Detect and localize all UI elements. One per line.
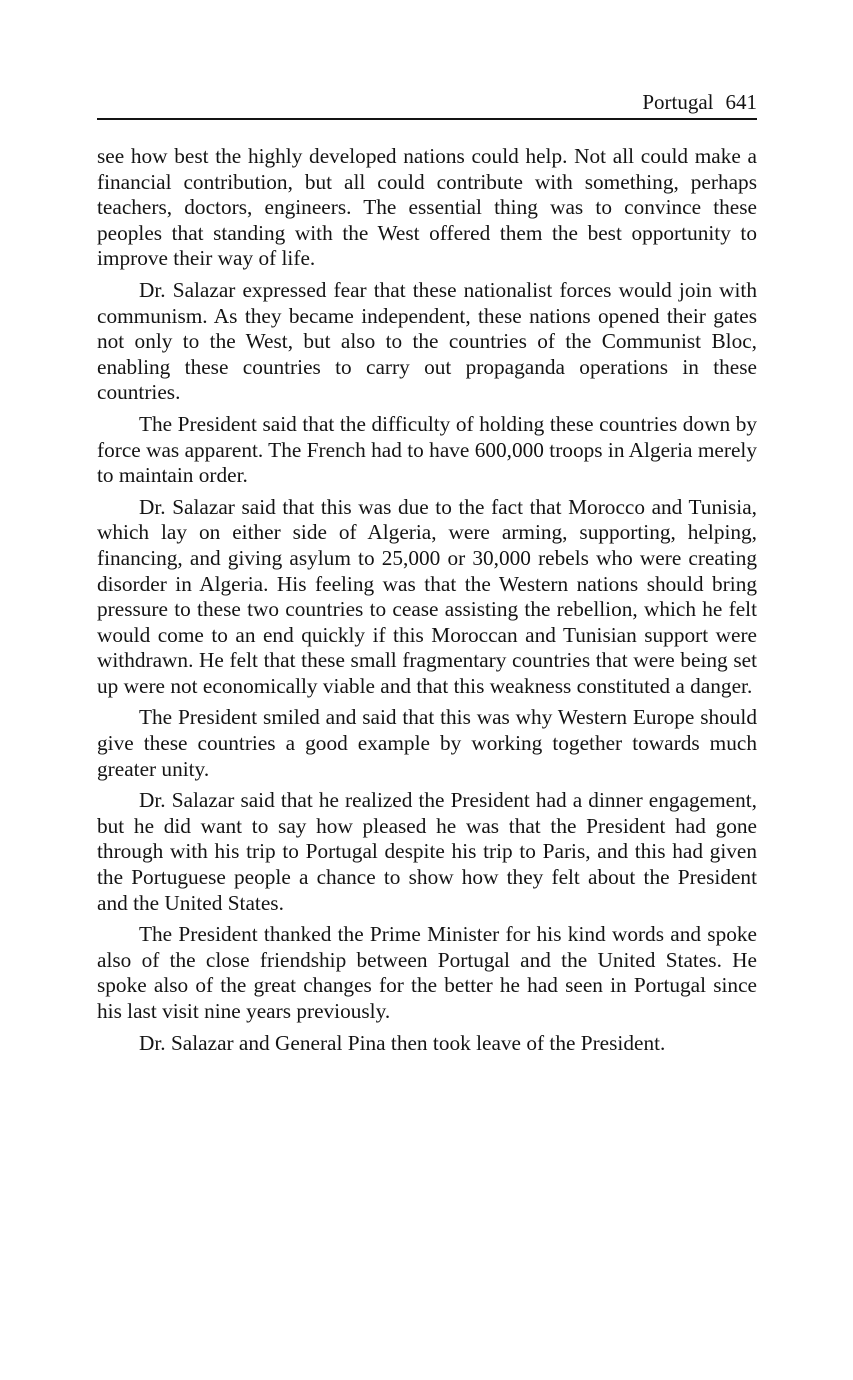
paragraph: The President said that the difficulty of holding these countries down by force was apparent. The French had to have 600,000 troops in Algeria merely to maintain order. xyxy=(97,411,757,488)
paragraph: Dr. Salazar said that this was due to the fact that Morocco and Tunisia, which lay on either side of Algeria, were arming, supporting, helping, financing, and giving asylum to 25,000 or 30,000 rebels who were creating disorder in Algeria. His feeling was that the Western nations should bring pressure to these two countries to cease assisting the rebellion, which he felt would come to an end quickly if this Moroccan and Tunisian support were withdrawn. He felt that these small fragmentary countries that were being set up were not economically viable and that this weakness constituted a danger. xyxy=(97,494,757,698)
paragraph: see how best the highly developed nations could help. Not all could make a financial contribution, but all could contribute with something, perhaps teachers, doctors, engineers. The essential thing was to convince these peoples that standing with the West offered them the best opportunity to improve their way of life. xyxy=(97,144,757,271)
running-header-title: Portugal xyxy=(642,90,714,114)
document-page xyxy=(97,88,757,1062)
body-text xyxy=(97,144,757,1056)
paragraph: Dr. Salazar expressed fear that these nationalist forces would join with communism. As they became independent, these nations opened their gates not only to the West, but also to the countries of the Communist Bloc, enabling these countries to carry out propaganda operations in these countries. xyxy=(97,277,757,405)
page-number: 641 xyxy=(725,90,757,114)
running-header xyxy=(97,88,757,120)
paragraph: The President thanked the Prime Minister for his kind words and spoke also of the close friendship between Portugal and the United States. He spoke also of the great changes for the better he had seen in Portugal since his last visit nine years previously. xyxy=(97,922,757,1023)
paragraph: Dr. Salazar and General Pina then took leave of the President. xyxy=(139,1030,666,1055)
paragraph: The President smiled and said that this was why Western Europe should give these countries a good example by working together towards much greater unity. xyxy=(97,705,757,781)
paragraph: Dr. Salazar said that he realized the President had a dinner engagement, but he did want to say how pleased he was that the President had gone through with his trip to Portugal despite his trip to Paris, and this had given the Portuguese people a chance to show how they felt about the President and the United States. xyxy=(97,788,757,915)
